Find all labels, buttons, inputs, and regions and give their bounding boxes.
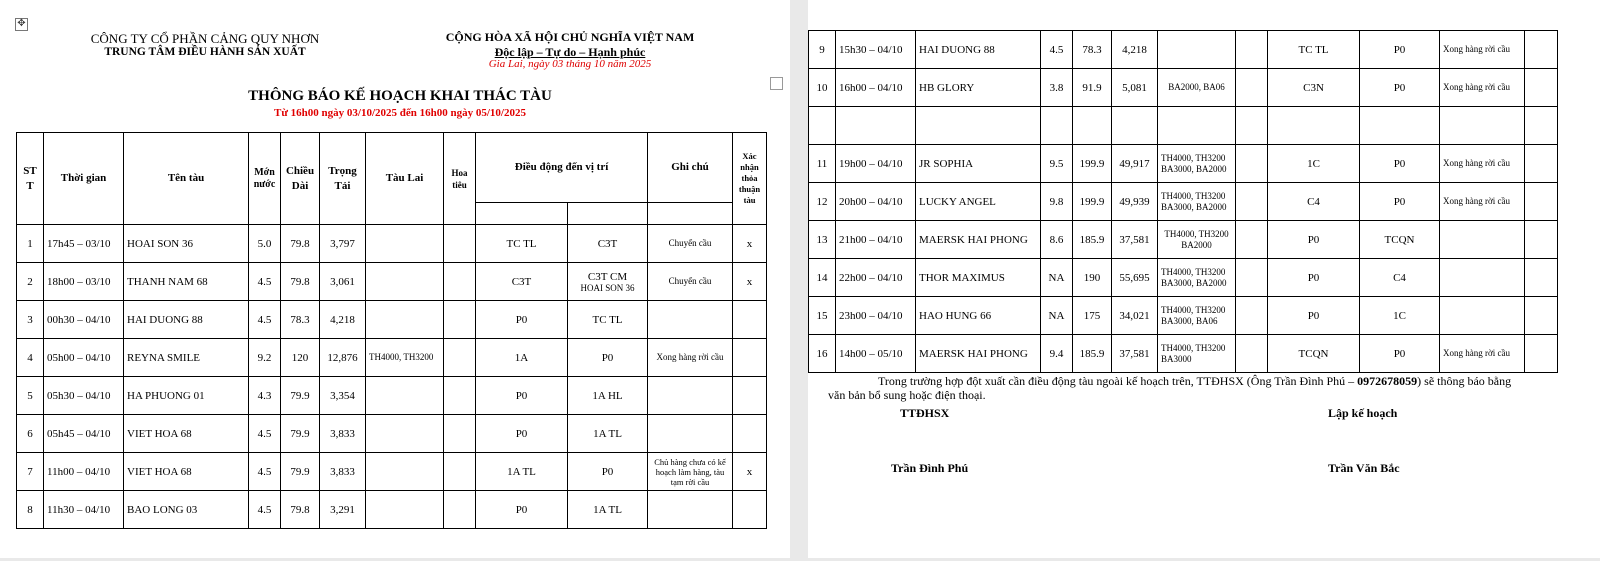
cell-confirm bbox=[1525, 183, 1558, 221]
cell-to: TC TL bbox=[568, 301, 648, 339]
table-row bbox=[17, 301, 767, 339]
cell-note bbox=[648, 415, 733, 453]
cell-ship: THANH NAM 68 bbox=[124, 263, 249, 301]
cell-stt: 11 bbox=[809, 145, 836, 183]
schedule-table-page-2 bbox=[808, 30, 1558, 373]
cell-time: 05h30 – 04/10 bbox=[44, 377, 124, 415]
table-row bbox=[809, 221, 1558, 259]
cell-tug bbox=[1158, 107, 1236, 145]
cell-draft: 5.0 bbox=[249, 225, 281, 263]
cell-note bbox=[1440, 297, 1525, 335]
cell-pilot bbox=[444, 301, 476, 339]
cell-from: P0 bbox=[476, 491, 568, 529]
cell-from: C3N bbox=[1268, 69, 1360, 107]
cell-draft: NA bbox=[1041, 297, 1073, 335]
cell-length: 199.9 bbox=[1073, 183, 1112, 221]
cell-length bbox=[1073, 107, 1112, 145]
cell-to: 1A TL bbox=[568, 415, 648, 453]
table-row bbox=[809, 297, 1558, 335]
header-time: Thời gian bbox=[44, 133, 124, 225]
cell-stt: 14 bbox=[809, 259, 836, 297]
cell-draft: NA bbox=[1041, 259, 1073, 297]
cell-pilot bbox=[1236, 107, 1268, 145]
cell-time: 05h45 – 04/10 bbox=[44, 415, 124, 453]
cell-ship: MAERSK HAI PHONG bbox=[916, 221, 1041, 259]
cell-to-main: C3T CM bbox=[587, 270, 628, 283]
table-row bbox=[809, 259, 1558, 297]
cell-tug bbox=[366, 453, 444, 491]
header-dwt: Trọng Tải bbox=[320, 133, 366, 225]
table-row bbox=[17, 377, 767, 415]
table-row bbox=[809, 183, 1558, 221]
cell-pilot bbox=[1236, 221, 1268, 259]
table-row bbox=[809, 335, 1558, 373]
cell-tug bbox=[366, 225, 444, 263]
cell-to-sub: HOAI SON 36 bbox=[580, 282, 635, 293]
cell-draft: 4.5 bbox=[249, 415, 281, 453]
cell-confirm bbox=[733, 301, 767, 339]
cell-confirm bbox=[1525, 335, 1558, 373]
cell-dwt: 3,797 bbox=[320, 225, 366, 263]
company-name: CÔNG TY CỔ PHẦN CẢNG QUY NHƠN bbox=[90, 31, 320, 46]
header-stt: ST T bbox=[17, 133, 44, 225]
cell-dwt: 5,081 bbox=[1112, 69, 1158, 107]
cell-ship: HAO HUNG 66 bbox=[916, 297, 1041, 335]
cell-ship: HAI DUONG 88 bbox=[124, 301, 249, 339]
cell-pilot bbox=[1236, 183, 1268, 221]
cell-draft: 9.2 bbox=[249, 339, 281, 377]
cell-draft: 8.6 bbox=[1041, 221, 1073, 259]
cell-dwt: 4,218 bbox=[320, 301, 366, 339]
header-pilot: Hoa tiêu bbox=[444, 133, 476, 225]
subheader-to bbox=[568, 203, 648, 225]
cell-confirm bbox=[733, 377, 767, 415]
cell-pilot bbox=[1236, 259, 1268, 297]
cell-length: 199.9 bbox=[1073, 145, 1112, 183]
cell-note bbox=[1440, 259, 1525, 297]
cell-stt: 3 bbox=[17, 301, 44, 339]
cell-time: 21h00 – 04/10 bbox=[836, 221, 916, 259]
table-move-handle-icon[interactable]: ✥ bbox=[15, 18, 28, 31]
cell-dwt: 3,833 bbox=[320, 415, 366, 453]
cell-stt bbox=[809, 107, 836, 145]
cell-stt: 16 bbox=[809, 335, 836, 373]
signer-right-title: Lập kế hoạch bbox=[1328, 406, 1398, 420]
signer-right-name: Trần Văn Bắc bbox=[1328, 461, 1400, 475]
signer-left-name: Trần Đình Phú bbox=[891, 461, 969, 475]
cell-stt: 13 bbox=[809, 221, 836, 259]
cell-tug bbox=[366, 377, 444, 415]
subheader-from bbox=[476, 203, 568, 225]
cell-to: P0 bbox=[1360, 69, 1440, 107]
cell-stt: 8 bbox=[17, 491, 44, 529]
cell-tug bbox=[366, 415, 444, 453]
cell-draft: 9.5 bbox=[1041, 145, 1073, 183]
document-title: THÔNG BÁO KẾ HOẠCH KHAI THÁC TÀU bbox=[248, 88, 552, 104]
header-move: Điều động đến vị trí bbox=[476, 133, 648, 203]
cell-draft: 4.5 bbox=[249, 453, 281, 491]
cell-ship: VIET HOA 68 bbox=[124, 415, 249, 453]
cell-confirm bbox=[733, 339, 767, 377]
nation-title: CỘNG HÒA XÃ HỘI CHỦ NGHĨA VIỆT NAM bbox=[445, 30, 695, 44]
cell-from: P0 bbox=[476, 377, 568, 415]
cell-to bbox=[1360, 107, 1440, 145]
cell-length: 78.3 bbox=[1073, 31, 1112, 69]
form-checkbox[interactable] bbox=[770, 77, 783, 90]
cell-note bbox=[648, 491, 733, 529]
cell-to bbox=[568, 263, 648, 301]
cell-confirm bbox=[1525, 259, 1558, 297]
cell-dwt: 12,876 bbox=[320, 339, 366, 377]
footer-note-line2: văn bản bổ sung hoặc điện thoại. bbox=[828, 388, 986, 402]
cell-length: 190 bbox=[1073, 259, 1112, 297]
cell-ship: REYNA SMILE bbox=[124, 339, 249, 377]
cell-dwt: 37,581 bbox=[1112, 221, 1158, 259]
cell-from: C3T bbox=[476, 263, 568, 301]
cell-time: 00h30 – 04/10 bbox=[44, 301, 124, 339]
cell-confirm bbox=[1525, 31, 1558, 69]
cell-pilot bbox=[444, 263, 476, 301]
cell-time: 14h00 – 05/10 bbox=[836, 335, 916, 373]
cell-note: Xong hàng rời cầu bbox=[1440, 31, 1525, 69]
table-row bbox=[809, 31, 1558, 69]
cell-dwt: 3,354 bbox=[320, 377, 366, 415]
cell-from: C4 bbox=[1268, 183, 1360, 221]
cell-ship bbox=[916, 107, 1041, 145]
cell-stt: 1 bbox=[17, 225, 44, 263]
table-row-empty bbox=[809, 107, 1558, 145]
cell-from: 1A TL bbox=[476, 453, 568, 491]
cell-length: 120 bbox=[281, 339, 320, 377]
cell-dwt: 37,581 bbox=[1112, 335, 1158, 373]
footer-note-text: Trong trường hợp đột xuất cần điều động tàu ngoài kế hoạch trên, TTĐHSX (Ông Trần Đình Phú – bbox=[878, 374, 1358, 388]
cell-ship: HAI DUONG 88 bbox=[916, 31, 1041, 69]
cell-time: 18h00 – 03/10 bbox=[44, 263, 124, 301]
cell-stt: 10 bbox=[809, 69, 836, 107]
table-row bbox=[17, 225, 767, 263]
cell-confirm bbox=[733, 415, 767, 453]
table-row bbox=[17, 263, 767, 301]
cell-draft: 4.3 bbox=[249, 377, 281, 415]
header-ship: Tên tàu bbox=[124, 133, 249, 225]
cell-time bbox=[836, 107, 916, 145]
cell-time: 15h30 – 04/10 bbox=[836, 31, 916, 69]
cell-stt: 6 bbox=[17, 415, 44, 453]
cell-tug bbox=[366, 491, 444, 529]
cell-note: Xong hàng rời cầu bbox=[1440, 335, 1525, 373]
cell-length: 79.9 bbox=[281, 453, 320, 491]
cell-length: 79.8 bbox=[281, 491, 320, 529]
table-row bbox=[809, 145, 1558, 183]
cell-time: 23h00 – 04/10 bbox=[836, 297, 916, 335]
cell-time: 19h00 – 04/10 bbox=[836, 145, 916, 183]
cell-stt: 12 bbox=[809, 183, 836, 221]
cell-ship: BAO LONG 03 bbox=[124, 491, 249, 529]
nation-motto: Độc lập – Tự do – Hạnh phúc bbox=[494, 45, 646, 59]
footer-phone: 0972678059 bbox=[1357, 374, 1418, 388]
header-length: Chiều Dài bbox=[281, 133, 320, 225]
cell-tug: TH4000, TH3200 BA3000, BA2000 bbox=[1158, 259, 1236, 297]
cell-to: C3T bbox=[568, 225, 648, 263]
cell-stt: 4 bbox=[17, 339, 44, 377]
cell-to: 1A TL bbox=[568, 491, 648, 529]
cell-length: 78.3 bbox=[281, 301, 320, 339]
cell-dwt: 3,291 bbox=[320, 491, 366, 529]
cell-note: Chuyển cầu bbox=[648, 225, 733, 263]
cell-ship: HB GLORY bbox=[916, 69, 1041, 107]
header-draft: Mớn nước bbox=[249, 133, 281, 225]
cell-from: P0 bbox=[476, 301, 568, 339]
cell-draft: 4.5 bbox=[249, 263, 281, 301]
cell-stt: 9 bbox=[809, 31, 836, 69]
cell-time: 11h00 – 04/10 bbox=[44, 453, 124, 491]
cell-from: 1C bbox=[1268, 145, 1360, 183]
schedule-table-page-1 bbox=[16, 132, 767, 529]
document-page-1 bbox=[0, 0, 790, 558]
cell-tug bbox=[366, 263, 444, 301]
cell-from: TC TL bbox=[1268, 31, 1360, 69]
cell-time: 22h00 – 04/10 bbox=[836, 259, 916, 297]
cell-to: P0 bbox=[1360, 335, 1440, 373]
cell-to: C4 bbox=[1360, 259, 1440, 297]
cell-tug: BA2000, BA06 bbox=[1158, 69, 1236, 107]
document-subtitle: Từ 16h00 ngày 03/10/2025 đến 16h00 ngày 05/10/2025 bbox=[273, 107, 526, 119]
cell-to: P0 bbox=[568, 339, 648, 377]
cell-time: 05h00 – 04/10 bbox=[44, 339, 124, 377]
cell-to: 1A HL bbox=[568, 377, 648, 415]
cell-confirm: x bbox=[733, 225, 767, 263]
cell-length: 185.9 bbox=[1073, 335, 1112, 373]
cell-ship: HOAI SON 36 bbox=[124, 225, 249, 263]
cell-length: 91.9 bbox=[1073, 69, 1112, 107]
cell-length: 175 bbox=[1073, 297, 1112, 335]
cell-dwt: 55,695 bbox=[1112, 259, 1158, 297]
cell-pilot bbox=[1236, 31, 1268, 69]
cell-time: 16h00 – 04/10 bbox=[836, 69, 916, 107]
cell-tug: TH4000, TH3200 BA2000 bbox=[1158, 221, 1236, 259]
cell-note: Chuyển cầu bbox=[648, 263, 733, 301]
cell-from: P0 bbox=[1268, 297, 1360, 335]
cell-draft: 4.5 bbox=[249, 301, 281, 339]
cell-tug bbox=[366, 301, 444, 339]
cell-to: P0 bbox=[568, 453, 648, 491]
document-date: Gia Lai, ngày 03 tháng 10 năm 2025 bbox=[488, 58, 652, 70]
table-row bbox=[809, 69, 1558, 107]
cell-pilot bbox=[1236, 297, 1268, 335]
cell-confirm bbox=[1525, 69, 1558, 107]
table-row bbox=[17, 415, 767, 453]
cell-dwt: 3,833 bbox=[320, 453, 366, 491]
footer-note-end: ) sẽ thông báo bằng bbox=[1417, 374, 1512, 388]
cell-tug: TH4000, TH3200 BA3000, BA2000 bbox=[1158, 183, 1236, 221]
cell-note bbox=[1440, 221, 1525, 259]
cell-time: 11h30 – 04/10 bbox=[44, 491, 124, 529]
cell-note: Xong hàng rời cầu bbox=[1440, 145, 1525, 183]
cell-stt: 2 bbox=[17, 263, 44, 301]
cell-note bbox=[648, 301, 733, 339]
cell-draft bbox=[1041, 107, 1073, 145]
signer-left-title: TTĐHSX bbox=[900, 406, 950, 420]
cell-to: P0 bbox=[1360, 145, 1440, 183]
cell-draft: 4.5 bbox=[249, 491, 281, 529]
cell-confirm bbox=[1525, 297, 1558, 335]
cell-pilot bbox=[1236, 335, 1268, 373]
cell-pilot bbox=[444, 491, 476, 529]
cell-tug bbox=[1158, 31, 1236, 69]
cell-length: 79.9 bbox=[281, 377, 320, 415]
cell-ship: THOR MAXIMUS bbox=[916, 259, 1041, 297]
cell-note: Chủ hàng chưa có kế hoạch làm hàng, tàu tạm rời cầu bbox=[648, 453, 733, 491]
cell-dwt bbox=[1112, 107, 1158, 145]
cell-to: P0 bbox=[1360, 31, 1440, 69]
cell-note bbox=[648, 377, 733, 415]
cell-tug: TH4000, TH3200 BA3000, BA2000 bbox=[1158, 145, 1236, 183]
cell-stt: 7 bbox=[17, 453, 44, 491]
cell-tug: TH4000, TH3200 BA3000, BA06 bbox=[1158, 297, 1236, 335]
cell-pilot bbox=[444, 339, 476, 377]
cell-from: P0 bbox=[1268, 259, 1360, 297]
header-confirm: Xác nhận thỏa thuận tàu bbox=[733, 133, 767, 225]
cell-from: TCQN bbox=[1268, 335, 1360, 373]
cell-ship: MAERSK HAI PHONG bbox=[916, 335, 1041, 373]
table-row bbox=[17, 491, 767, 529]
cell-to: TCQN bbox=[1360, 221, 1440, 259]
cell-tug: TH4000, TH3200 bbox=[366, 339, 444, 377]
cell-length: 185.9 bbox=[1073, 221, 1112, 259]
cell-length: 79.8 bbox=[281, 225, 320, 263]
cell-pilot bbox=[1236, 69, 1268, 107]
cell-time: 17h45 – 03/10 bbox=[44, 225, 124, 263]
cell-note: Xong hàng rời cầu bbox=[1440, 69, 1525, 107]
cell-dwt: 49,939 bbox=[1112, 183, 1158, 221]
cell-draft: 9.4 bbox=[1041, 335, 1073, 373]
cell-dwt: 49,917 bbox=[1112, 145, 1158, 183]
table-row bbox=[17, 339, 767, 377]
cell-dwt: 3,061 bbox=[320, 263, 366, 301]
cell-ship: LUCKY ANGEL bbox=[916, 183, 1041, 221]
cell-length: 79.9 bbox=[281, 415, 320, 453]
cell-dwt: 4,218 bbox=[1112, 31, 1158, 69]
cell-to: P0 bbox=[1360, 183, 1440, 221]
cell-draft: 4.5 bbox=[1041, 31, 1073, 69]
cell-note: Xong hàng rời cầu bbox=[1440, 183, 1525, 221]
cell-confirm: x bbox=[733, 263, 767, 301]
cell-from: P0 bbox=[476, 415, 568, 453]
cell-tug: TH4000, TH3200 BA3000 bbox=[1158, 335, 1236, 373]
company-department: TRUNG TÂM ĐIỀU HÀNH SẢN XUẤT bbox=[104, 46, 306, 58]
cell-confirm bbox=[733, 491, 767, 529]
cell-ship: VIET HOA 68 bbox=[124, 453, 249, 491]
cell-from: 1A bbox=[476, 339, 568, 377]
cell-to: 1C bbox=[1360, 297, 1440, 335]
cell-draft: 9.8 bbox=[1041, 183, 1073, 221]
cell-pilot bbox=[444, 415, 476, 453]
cell-note bbox=[1440, 107, 1525, 145]
cell-confirm bbox=[1525, 221, 1558, 259]
cell-draft: 3.8 bbox=[1041, 69, 1073, 107]
header-note: Ghi chú bbox=[648, 133, 733, 203]
cell-from: TC TL bbox=[476, 225, 568, 263]
header-tug: Tàu Lai bbox=[366, 133, 444, 225]
cell-confirm bbox=[1525, 145, 1558, 183]
subheader-note bbox=[648, 203, 733, 225]
cell-time: 20h00 – 04/10 bbox=[836, 183, 916, 221]
cell-stt: 5 bbox=[17, 377, 44, 415]
cell-pilot bbox=[444, 453, 476, 491]
cell-pilot bbox=[444, 377, 476, 415]
cell-note: Xong hàng rời cầu bbox=[648, 339, 733, 377]
cell-pilot bbox=[444, 225, 476, 263]
footer-note bbox=[828, 374, 1548, 402]
cell-stt: 15 bbox=[809, 297, 836, 335]
cell-confirm bbox=[1525, 107, 1558, 145]
cell-dwt: 34,021 bbox=[1112, 297, 1158, 335]
document-page-2 bbox=[808, 0, 1600, 558]
cell-from: P0 bbox=[1268, 221, 1360, 259]
cell-from bbox=[1268, 107, 1360, 145]
cell-ship: JR SOPHIA bbox=[916, 145, 1041, 183]
cell-pilot bbox=[1236, 145, 1268, 183]
cell-length: 79.8 bbox=[281, 263, 320, 301]
table-row bbox=[17, 453, 767, 491]
cell-confirm: x bbox=[733, 453, 767, 491]
cell-ship: HA PHUONG 01 bbox=[124, 377, 249, 415]
table-header-row bbox=[17, 133, 767, 203]
